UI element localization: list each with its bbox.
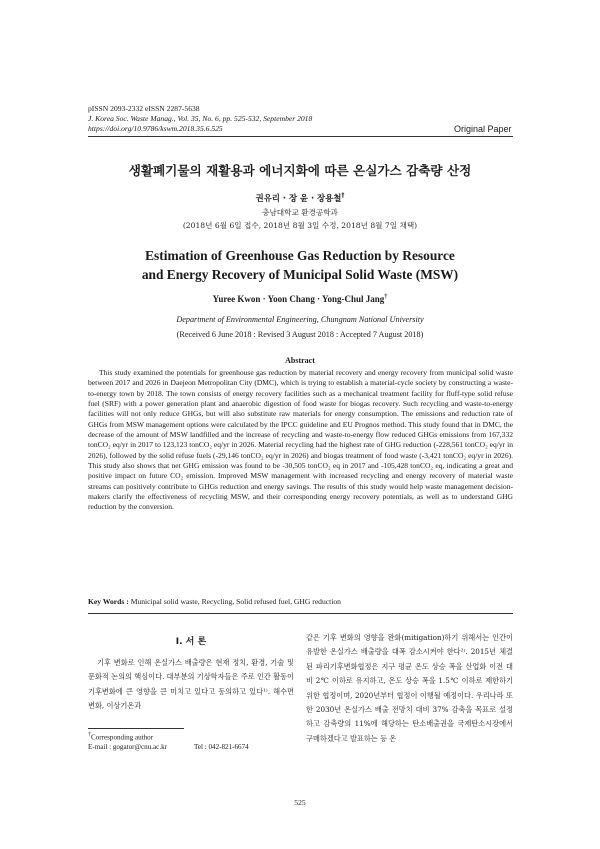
- header-rule: [88, 136, 513, 137]
- abstract-text: This study examined the potentials for greenhouse gas reduction by material recovery and energy recovery from municipal solid waste between 2017 and 2026 in Daejeon Metropolitan City (DMC), which is trying to establish a material-cycle society by constructing a waste-to-energy town by 2018. The town consists of energy recovery facilities such as a mechanical treatment facility for fluff-type solid refuse fuel (SRF) with a power generation plant and anaerobic digestion of food waste for biogas recovery. Such recycling and waste-to-energy facilities will not only reduce GHGs, but will also substitute raw materials for energy consumption. The emissions and reduction rate of GHGs from MSW management options were calculated by the IPCC guideline and EU Prognos method. This study found that in DMC, the decrease of the amount of MSW landfilled and the increase of recycling and waste-to-energy flow reduced GHGs emissions from 167,332 tonCO₂ eq/yr in 2017 to 123,123 tonCO₂ eq/yr in 2026. Material recycling had the highest rate of GHG reduction (-228,561 tonCO₂ eq/yr in 2026), followed by the solid refuse fuels (-29,146 tonCO₂ eq/yr in 2026) and biogas treatment of food waste (-3,421 tonCO₂ eq/yr in 2026). This study also shows that net GHG emission was found to be -30,505 tonCO₂ eq in 2017 and -105,428 tonCO₂ eq, indicating a great and positive impact on future CO₂ emission. Improved MSW management with increased recycling and energy recovery of material waste streams can positively contribute to GHGs reduction and energy savings. The results of this study would help waste management decision-makers clarify the effectiveness of recycling MSW, and their corresponding energy recovery potentials, as well as to understand GHG reduction by the conversion.: [88, 368, 513, 512]
- doi-link[interactable]: https://doi.org/10.9786/kswm.2018.35.6.525: [88, 124, 223, 134]
- page-number: 525: [294, 798, 306, 807]
- corresponding-mark: †: [341, 192, 345, 200]
- article-type-badge: Original Paper: [454, 124, 512, 134]
- keywords-label: Key Words :: [88, 597, 129, 606]
- english-affiliation: Department of Environmental Engineering, Chungnam National University: [176, 315, 424, 324]
- corresponding-mark-en: †: [384, 294, 388, 300]
- abstract-heading: Abstract: [285, 356, 315, 365]
- footnote-rule: [88, 728, 184, 729]
- keywords-text: Municipal solid waste, Recycling, Solid refused fuel, GHG reduction: [130, 597, 341, 606]
- footnote-tel: Tel : 042-821-6674: [194, 742, 249, 751]
- footnote: [88, 731, 294, 752]
- abstract-body: [88, 368, 513, 513]
- english-author-names: Yuree Kwon · Yoon Chang · Yong-Chul Jang: [212, 294, 385, 304]
- korean-dates: (2018년 6월 6일 접수, 2018년 8월 3일 수정, 2018년 8월 7일 채택): [182, 221, 418, 230]
- footnote-mark: †: [88, 732, 91, 738]
- english-title-line2: and Energy Recovery of Municipal Solid Waste (MSW): [141, 267, 459, 282]
- section-heading: I. 서 론: [175, 637, 207, 647]
- keywords: [88, 597, 513, 606]
- korean-affiliation: 충남대학교 환경공학과: [262, 208, 338, 217]
- left-column: [88, 656, 294, 714]
- footnote-email[interactable]: E-mail : gogator@cnu.ac.kr: [88, 742, 168, 751]
- english-title-line1: Estimation of Greenhouse Gas Reduction by Resource: [145, 248, 455, 263]
- english-dates: (Received 6 June 2018 : Revised 3 August 2018 : Accepted 7 August 2018): [176, 330, 424, 339]
- right-column-text: 같은 기후 변화의 영향을 완화(mitigation)하기 위해서는 인간이 유발한 온실가스 배출량을 대폭 감소시켜야 한다²⁾. 2015년 체결된 파리기후변화협정은 지구 평균 온도 상승 폭을 산업화 이전 대비 2℃ 이하로 유지하고, 온도 상승 폭을 1.5℃ 이하로 제한하기 위한 협정이며, 2020년부터 협정이 이행될 예정이다. 우리나라 또한 2030년 온실가스 배출 전망치 대비 37% 감축을 목표로 설정하고 감축량의 11%에 해당하는 탄소배출권을 국제탄소시장에서 구매하겠다고 발표하는 등 온: [306, 633, 513, 743]
- keywords-rule: [88, 613, 513, 614]
- journal-citation: J. Korea Soc. Waste Manag., Vol. 35, No. 6, pp. 525-532, September 2018: [88, 114, 313, 124]
- korean-title: 생활폐기물의 재활용과 에너지화에 따른 온실가스 감축량 산정: [128, 163, 472, 178]
- issn-line: pISSN 2093-2332 eISSN 2287-5638: [88, 104, 200, 113]
- footnote-label: Corresponding author: [91, 733, 154, 742]
- english-title: [60, 246, 540, 284]
- english-authors: [60, 294, 540, 304]
- korean-authors: [60, 192, 540, 204]
- korean-author-names: 권유리 · 장 윤 · 장용철: [255, 193, 342, 203]
- right-column: [306, 631, 513, 746]
- left-column-text: 기후 변화로 인해 온실가스 배출량은 현재 정치, 환경, 기술 및 문화적 논의의 핵심이다. 대부분의 기상학자들은 주로 인간 활동이 기후변화에 큰 영향을 큰 미치고 있다고 동의하고 있다¹⁾. 해수면 변화, 이상기온과: [88, 658, 294, 711]
